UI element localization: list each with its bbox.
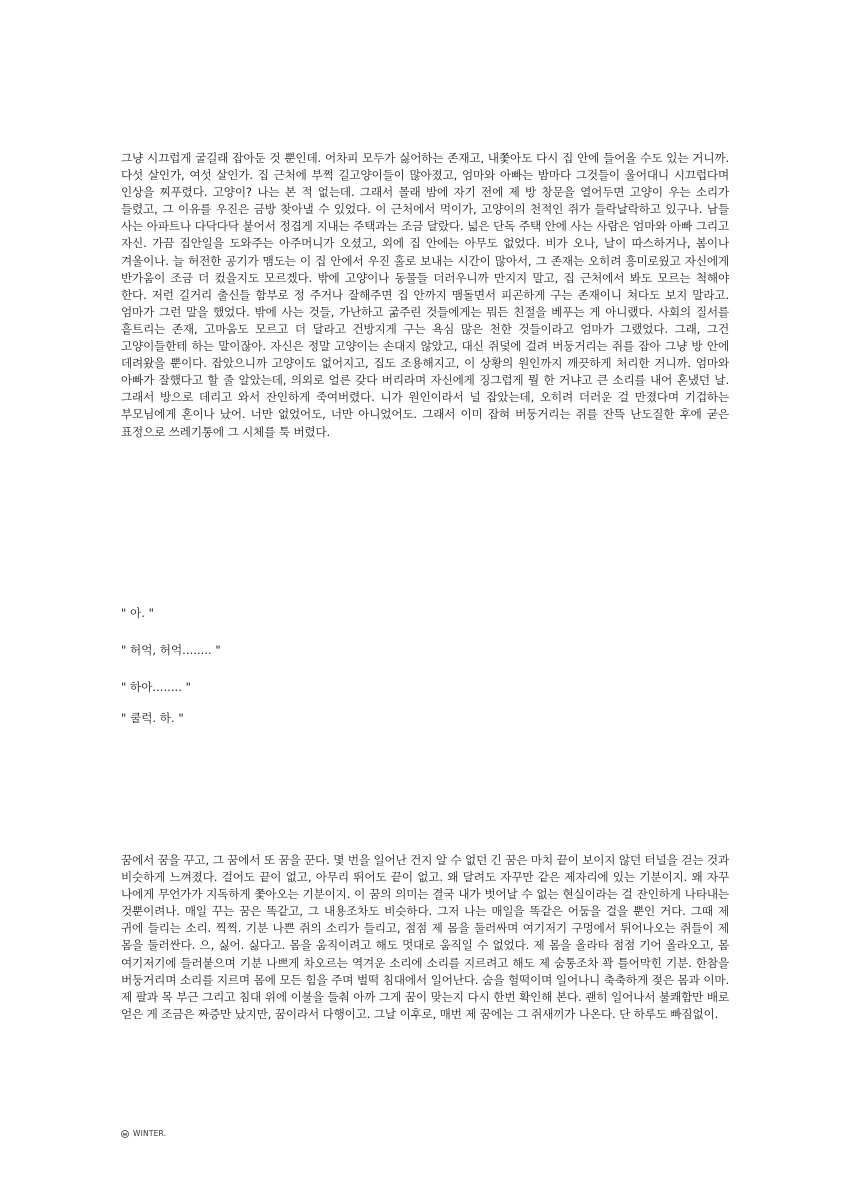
footer-label: WINTER.: [133, 1129, 167, 1138]
dialogue-line-1: " 아. ": [121, 606, 154, 620]
dialogue-line-3: " 하아........ ": [121, 680, 191, 694]
w-circle-logo-icon: [121, 1130, 129, 1138]
dialogue-line-2: " 허억, 허억........ ": [121, 643, 221, 657]
page-footer: [121, 1129, 166, 1138]
story-paragraph-2: 꿈에서 꿈을 꾸고, 그 꿈에서 또 꿈을 꾼다. 몇 번을 일어난 건지 알 수 없던 긴 꿈은 마치 끝이 보이지 않던 터널을 걷는 것과 비슷하게 느껴졌다. 걸어도 끝이 없고, 아무리 뛰어도 끝이 없고. 왜 달려도 자꾸만 같은 제자리에 있는 기분이지. 왜 자꾸 나에게 무언가가 지독하게 쫓아오는 기분이지. 이 꿈의 의미는 결국 내가 벗어날 수 없는 현실이라는 걸 잔인하게 나타내는 것뿐이려나. 매일 꾸는 꿈은 똑같고, 그 내용조차도 비슷하다. 그저 나는 매일을 똑같은 어둠을 걸을 뿐인 거다. 그때 제 귀에 들리는 소리. 찍찍. 기분 나쁜 쥐의 소리가 들리고, 점점 제 몸을 둘러싸며 여기저기 구멍에서 튀어나오는 쥐들이 제 몸을 둘러싼다. 으, 싫어. 싫다고. 몸을 움직이려고 해도 멋대로 움직일 수 없었다. 제 몸을 올라타 점점 기어 올라오고, 몸 여기저기에 들러붙으며 기분 나쁘게 차오르는 역겨운 소리에 소리를 지르려고 해도 제 숨통조차 꽉 틀어막힌 기분. 한참을 버둥거리며 소리를 지르며 몸에 모든 힘을 주며 벌떡 침대에서 일어난다. 숨을 헐떡이며 일어나니 축축하게 젖은 몸과 이마. 제 팔과 목 부근 그리고 침대 위에 이불을 들춰 아까 그게 꿈이 맞는지 다시 한번 확인해 본다. 괜히 일어나서 불쾌함만 배로 얻은 게 조금은 짜증만 났지만, 꿈이라서 다행이고. 그날 이후로, 매번 제 꿈에는 그 쥐새끼가 나온다. 단 하루도 빠짐없이.: [121, 853, 729, 1021]
story-paragraph-1: 그냥 시끄럽게 굴길래 잡아둔 것 뿐인데. 어차피 모두가 싫어하는 존재고, 내쫓아도 다시 집 안에 들어올 수도 있는 거니까. 다섯 살인가, 여섯 살인가. 집 근처에 부쩍 길고양이들이 많아졌고, 엄마와 아빠는 밤마다 그것들이 울어대니 시끄럽다며 인상을 찌푸렸다. 고양이? 나는 본 적 없는데. 그래서 몰래 밤에 자기 전에 제 방 창문을 열어두면 고양이 우는 소리가 들렸고, 그 이유를 우진은 금방 찾아낼 수 있었다. 이 근처에서 먹이가, 고양이의 천적인 쥐가 들락날락하고 있구나. 남들 사는 아파트나 다닥다닥 붙어서 정겹게 지내는 주택과는 조금 달랐다. 넓은 단독 주택 안에 사는 사람은 엄마와 아빠 그리고 자신. 가끔 집안일을 도와주는 아주머니가 오셨고, 외에 집 안에는 아무도 없었다. 비가 오나, 날이 따스하거나, 봄이나 겨울이나. 늘 허전한 공기가 맴도는 이 집 안에서 우진 홀로 보내는 시간이 많아서, 그 존재는 오히려 흥미로웠고 자신에게 반가움이 조금 더 컸을지도 모르겠다. 밖에 고양이나 동물들 더러우니까 만지지 말고, 집 근처에서 봐도 모르는 척해야 한다. 저런 길거리 출신들 함부로 정 주거나 잘해주면 집 안까지 맴돌면서 피곤하게 구는 존재이니 쳐다도 보지 말라고. 엄마가 그런 말을 했었다. 밖에 사는 것들, 가난하고 굶주린 것들에게는 뭐든 친절을 베푸는 게 아니랬다. 사회의 질서를 흩트리는 존재, 고마움도 모르고 더 달라고 건방지게 구는 욕심 많은 천한 것들이라고 엄마가 그랬었다. 그래, 그건 고양이들한테 하는 말이잖아. 자신은 정말 고양이는 손대지 않았고, 대신 쥐덫에 걸려 버둥거리는 쥐를 잡아 그냥 방 안에 데려왔을 뿐이다. 잡았으니까 고양이도 없어지고, 집도 조용해지고, 이 상황의 원인까지 깨끗하게 처리한 거니까. 엄마와 아빠가 잘했다고 할 줄 알았는데, 의외로 얼른 갖다 버리라며 자신에게 징그럽게 뭘 한 거냐고 큰 소리를 내어 혼냈던 날. 그래서 방으로 데리고 와서 잔인하게 죽여버렸다. 니가 원인이라서 널 잡았는데, 오히려 더러운 걸 만졌다며 기겁하는 부모님에게 혼이나 났어. 너만 없었어도, 너만 아니었어도. 그래서 이미 잡혀 버둥거리는 쥐를 잔뜩 난도질한 후에 굳은 표정으로 쓰레기통에 그 시체를 툭 버렸다.: [121, 151, 729, 439]
dialogue-line-4: " 쿨럭. 하. ": [121, 711, 184, 725]
